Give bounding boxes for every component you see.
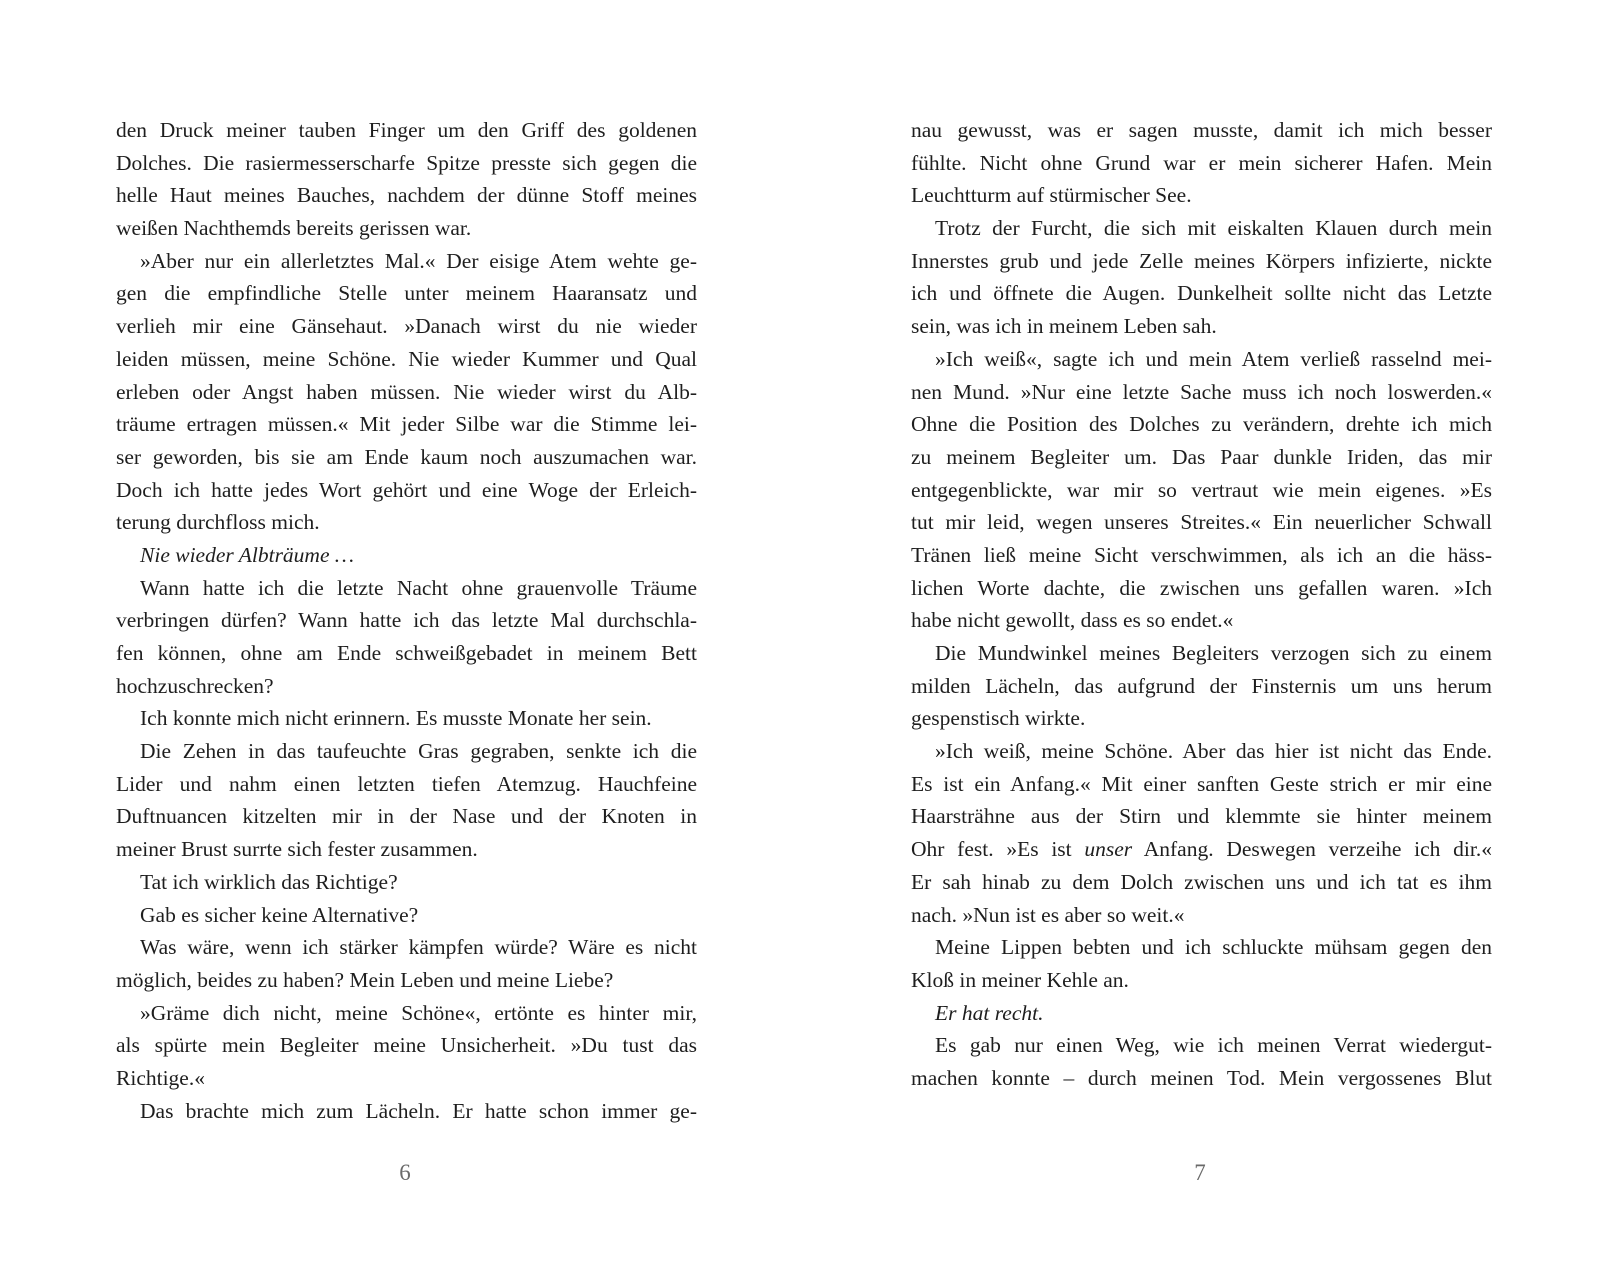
text-line: lichen Worte dachte, die zwischen uns gefallen waren. »Ich <box>911 575 1492 600</box>
text-line: Duftnuancen kitzelten mir in der Nase und der Knoten in <box>116 804 697 829</box>
text-line: Er hat recht. <box>935 1000 1044 1025</box>
text-line: erleben oder Angst haben müssen. Nie wieder wirst du Alb- <box>116 379 697 404</box>
text-line: Nie wieder Albträume … <box>140 542 354 567</box>
text-line: helle Haut meines Bauches, nachdem der dünne Stoff meines <box>116 183 697 208</box>
text-line: weißen Nachthemds bereits gerissen war. <box>116 216 472 241</box>
text-line: Trotz der Furcht, die sich mit eiskalten Klauen durch mein <box>935 216 1492 241</box>
text-line: Kloß in meiner Kehle an. <box>911 967 1129 992</box>
text-line: machen konnte – durch meinen Tod. Mein vergossenes Blut <box>911 1065 1492 1090</box>
text-line: Wann hatte ich die letzte Nacht ohne grauenvolle Träume <box>140 575 697 600</box>
text-line: Ohne die Position des Dolches zu verändern, drehte ich mich <box>911 412 1492 437</box>
emphasis: unser <box>1084 837 1133 862</box>
text-line: terung durchfloss mich. <box>116 510 320 535</box>
text-line: Was wäre, wenn ich stärker kämpfen würde? Wäre es nicht <box>140 935 697 960</box>
text-line: nau gewusst, was er sagen musste, damit ich mich besser <box>911 118 1492 142</box>
text-line: Dolches. Die rasiermesserscharfe Spitze presste sich gegen die <box>116 150 697 175</box>
text-line: sein, was ich in meinem Leben sah. <box>911 314 1217 339</box>
text-line: Innerstes grub und jede Zelle meines Körpers infizierte, nickte <box>911 248 1492 273</box>
text-line: Richtige.« <box>116 1065 205 1090</box>
text-line: Das brachte mich zum Lächeln. Er hatte schon immer ge- <box>140 1098 697 1123</box>
text-line: Doch ich hatte jedes Wort gehört und eine Woge der Erleich- <box>116 477 697 502</box>
text-line: Tränen ließ meine Sicht verschwimmen, als ich an die häss- <box>911 542 1492 567</box>
text-line: möglich, beides zu haben? Mein Leben und meine Liebe? <box>116 967 614 992</box>
text-line: Es ist ein Anfang.« Mit einer sanften Geste strich er mir eine <box>911 771 1492 796</box>
text-line: Ohr fest. »Es ist unser Anfang. Deswegen verzeihe ich dir.« <box>911 837 1492 862</box>
text-line: Gab es sicher keine Alternative? <box>140 902 419 927</box>
text-line: nen Mund. »Nur eine letzte Sache muss ich noch loswerden.« <box>911 379 1492 404</box>
text-line: fen können, ohne am Ende schweißgebadet in meinem Bett <box>116 641 697 665</box>
text-line: den Druck meiner tauben Finger um den Griff des goldenen <box>116 118 697 142</box>
text-line: ich und öffnete die Augen. Dunkelheit sollte nicht das Letzte <box>911 281 1492 306</box>
text-line: habe nicht gewollt, dass es so endet.« <box>911 608 1234 633</box>
text-line: Ich konnte mich nicht erinnern. Es musste Monate her sein. <box>140 706 652 731</box>
text-line: »Gräme dich nicht, meine Schöne«, ertönte es hinter mir, <box>140 1000 697 1025</box>
text-line: zu meinem Begleiter um. Das Paar dunkle Iriden, das mir <box>911 444 1492 469</box>
text-line: verlieh mir eine Gänsehaut. »Danach wirst du nie wieder <box>116 314 697 339</box>
text-line: tut mir leid, wegen unseres Streites.« Ein neuerlicher Schwall <box>911 510 1492 535</box>
text-line: Meine Lippen bebten und ich schluckte mühsam gegen den <box>935 935 1492 960</box>
text-line: »Aber nur ein allerletztes Mal.« Der eisige Atem wehte ge- <box>140 248 697 273</box>
text-line: »Ich weiß, meine Schöne. Aber das hier ist nicht das Ende. <box>935 739 1492 764</box>
text-line: Er sah hinab zu dem Dolch zwischen uns und ich tat es ihm <box>911 869 1492 894</box>
text-line: entgegenblickte, war mir so vertraut wie mein eigenes. »Es <box>911 477 1492 502</box>
text-line: gen die empfindliche Stelle unter meinem Haaransatz und <box>116 281 697 306</box>
left-page <box>116 114 697 1127</box>
text-line: als spürte mein Begleiter meine Unsicherheit. »Du tust das <box>116 1033 697 1058</box>
right-page <box>911 114 1492 1095</box>
text-line: verbringen dürfen? Wann hatte ich das letzte Mal durchschla- <box>116 608 697 633</box>
text-line: »Ich weiß«, sagte ich und mein Atem verließ rasselnd mei- <box>935 346 1492 371</box>
text-line: Es gab nur einen Weg, wie ich meinen Verrat wiedergut- <box>935 1033 1492 1058</box>
text-line: Leuchtturm auf stürmischer See. <box>911 183 1192 208</box>
left-page-text <box>116 114 697 1127</box>
text-line: Haarsträhne aus der Stirn und klemmte sie hinter meinem <box>911 804 1492 829</box>
right-page-text <box>911 114 1492 1095</box>
text-line: Lider und nahm einen letzten tiefen Atemzug. Hauchfeine <box>116 771 697 796</box>
text-line: gespenstisch wirkte. <box>911 706 1086 731</box>
text-line: nach. »Nun ist es aber so weit.« <box>911 902 1185 927</box>
text-line: Die Zehen in das taufeuchte Gras gegraben, senkte ich die <box>140 739 697 764</box>
left-page-number: 6 <box>399 1160 411 1185</box>
text-line: Die Mundwinkel meines Begleiters verzogen sich zu einem <box>935 641 1492 665</box>
text-line: träume ertragen müssen.« Mit jeder Silbe war die Stimme lei- <box>116 412 697 437</box>
text-line: fühlte. Nicht ohne Grund war er mein sicherer Hafen. Mein <box>911 150 1492 175</box>
text-line: hochzuschrecken? <box>116 673 274 698</box>
text-line: Tat ich wirklich das Richtige? <box>140 869 398 894</box>
text-line: leiden müssen, meine Schöne. Nie wieder Kummer und Qual <box>116 346 697 371</box>
right-page-number: 7 <box>1194 1160 1206 1185</box>
text-line: milden Lächeln, das aufgrund der Finsternis um uns herum <box>911 673 1492 698</box>
text-line: meiner Brust surrte sich fester zusammen. <box>116 837 478 862</box>
text-line: ser geworden, bis sie am Ende kaum noch auszumachen war. <box>116 444 697 469</box>
